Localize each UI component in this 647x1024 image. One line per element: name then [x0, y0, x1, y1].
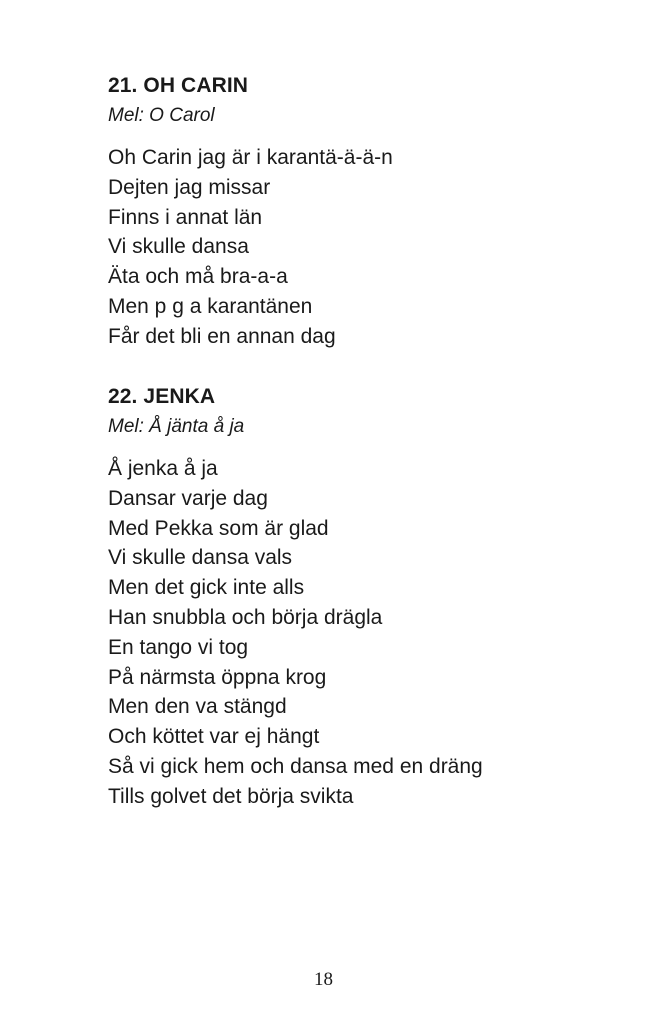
lyric-line: En tango vi tog — [108, 635, 249, 659]
page-number: 18 — [314, 969, 333, 990]
lyric-line: Vi skulle dansa — [108, 235, 249, 259]
song-melody: Mel: O Carol — [108, 105, 215, 126]
lyric-line: Och köttet var ej hängt — [108, 725, 320, 749]
lyric-line: Å jenka å ja — [108, 457, 218, 480]
lyric-line: Men den va stängd — [108, 695, 287, 719]
lyrics — [108, 454, 628, 812]
song-melody: Mel: Å jänta å ja — [108, 416, 245, 437]
lyric-line: Äta och må bra-a-a — [108, 265, 288, 289]
lyric-line: Han snubbla och börja drägla — [108, 605, 383, 629]
lyric-line: Men p g a karantänen — [108, 294, 313, 318]
lyric-line: Vi skulle dansa vals — [108, 546, 293, 570]
lyrics — [108, 143, 628, 352]
lyric-line: Finns i annat län — [108, 205, 263, 229]
lyric-line: Dansar varje dag — [108, 486, 268, 510]
song-title: 22. JENKA — [108, 385, 216, 408]
lyric-line: Så vi gick hem och dansa med en dräng — [108, 754, 483, 778]
lyric-line: På närmsta öppna krog — [108, 665, 327, 689]
song-title: 21. OH CARIN — [108, 74, 249, 97]
song-22 — [108, 384, 628, 812]
lyric-line: Men det gick inte alls — [108, 576, 305, 600]
lyric-line: Oh Carin jag är i karantä-ä-ä-n — [108, 146, 393, 169]
lyric-line: Dejten jag missar — [108, 175, 271, 199]
lyric-line: Får det bli en annan dag — [108, 324, 336, 348]
song-21 — [108, 73, 628, 352]
lyric-line: Med Pekka som är glad — [108, 516, 329, 540]
lyric-line: Tills golvet det börja svikta — [108, 784, 354, 808]
